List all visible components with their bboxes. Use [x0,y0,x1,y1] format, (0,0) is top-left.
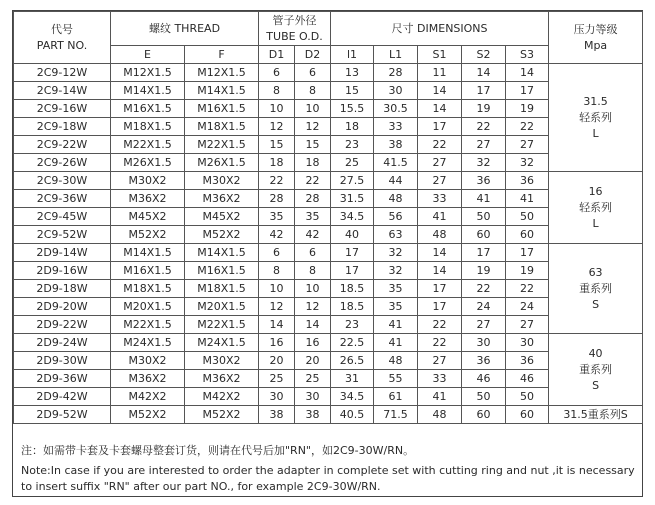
cell-l1: 34.5 [331,208,374,226]
cell-d1: 22 [259,172,295,190]
cell-d2: 16 [295,334,331,352]
cell-s2: 27 [462,316,506,334]
cell-e: M16X1.5 [111,100,185,118]
pressure-group-cell [549,334,643,406]
cell-s3: 22 [506,280,549,298]
cell-l1: 55 [374,370,418,388]
table-row [14,82,643,100]
cell-e: M22X1.5 [111,136,185,154]
cell-d2: 8 [295,82,331,100]
cell-d2: 18 [295,154,331,172]
cell-d2: 42 [295,226,331,244]
cell-d2: 38 [295,406,331,424]
header-dim-s2: S2 [462,46,506,64]
cell-l1: 30 [374,82,418,100]
cell-s2: 60 [462,226,506,244]
spec-sheet [12,10,643,497]
pressure-line: S [592,297,600,311]
cell-s1: 14 [418,262,462,280]
pressure-line: 31.5 [583,94,608,108]
table-row [14,100,643,118]
pressure-line: 重系列 [579,281,613,295]
header-dim-s1: S1 [418,46,462,64]
cell-part: 2C9-36W [14,190,111,208]
cell-d2: 8 [295,262,331,280]
cell-s2: 17 [462,82,506,100]
cell-part: 2D9-30W [14,352,111,370]
header-part-no-en: PART NO. [36,38,88,52]
pressure-line: 31.5重系列S [563,407,628,421]
pressure-group-cell [549,64,643,172]
cell-d1: 12 [259,118,295,136]
pressure-group-cell [549,244,643,334]
pressure-group-cell [549,172,643,244]
table-row [14,244,643,262]
header-thread: 螺纹 THREAD [111,12,259,46]
cell-l1: 17 [331,262,374,280]
cell-part: 2C9-16W [14,100,111,118]
cell-d2: 10 [295,280,331,298]
cell-f: M42X2 [185,388,259,406]
notes [13,437,642,498]
table-row [14,298,643,316]
header-pressure [549,12,643,64]
cell-part: 2C9-30W [14,172,111,190]
cell-s2: 19 [462,262,506,280]
cell-s2: 50 [462,388,506,406]
cell-d1: 14 [259,316,295,334]
cell-s3: 60 [506,406,549,424]
cell-l1: 35 [374,280,418,298]
cell-d2: 6 [295,244,331,262]
cell-l1: 13 [331,64,374,82]
header-dim-s3: S3 [506,46,549,64]
table-row [14,226,643,244]
cell-s1: 11 [418,64,462,82]
cell-s3: 17 [506,82,549,100]
pressure-line: 16 [588,184,603,198]
cell-s3: 41 [506,190,549,208]
cell-d1: 38 [259,406,295,424]
cell-d1: 12 [259,298,295,316]
cell-l1: 41 [374,316,418,334]
cell-f: M18X1.5 [185,118,259,136]
header-tube-od [259,12,331,46]
cell-e: M30X2 [111,352,185,370]
cell-d1: 8 [259,82,295,100]
cell-d2: 10 [295,100,331,118]
cell-e: M16X1.5 [111,262,185,280]
table-row [14,388,643,406]
cell-l1: 30.5 [374,100,418,118]
note-chinese: 注：如需带卡套及卡套螺母整套订货，则请在代号后加"RN"，如2C9-30W/RN。 [21,444,415,457]
cell-f: M36X2 [185,190,259,208]
cell-part: 2C9-14W [14,82,111,100]
cell-e: M12X1.5 [111,64,185,82]
cell-s2: 22 [462,280,506,298]
pressure-line: L [592,126,599,140]
header-pressure-cn: 压力等级 [573,22,618,36]
table-row [14,64,643,82]
note-english: Note:In case if you are interested to order the adapter in complete set with cutting ring and nut ,it is necessary to insert suffix "RN" after our part NO., for example 2C9-30W/RN. [21,464,635,493]
cell-part: 2C9-52W [14,226,111,244]
cell-d2: 30 [295,388,331,406]
cell-part: 2D9-42W [14,388,111,406]
cell-l1: 31 [331,370,374,388]
cell-d1: 25 [259,370,295,388]
cell-s3: 19 [506,100,549,118]
cell-l1: 23 [331,136,374,154]
cell-s2: 30 [462,334,506,352]
cell-d2: 28 [295,190,331,208]
cell-l1: 56 [374,208,418,226]
cell-s2: 60 [462,406,506,424]
cell-l1: 15 [331,82,374,100]
cell-l1: 22.5 [331,334,374,352]
cell-d1: 6 [259,64,295,82]
cell-d1: 10 [259,280,295,298]
cell-s3: 36 [506,352,549,370]
cell-f: M24X1.5 [185,334,259,352]
cell-s1: 22 [418,136,462,154]
header-part-no [14,12,111,64]
table-row [14,208,643,226]
cell-f: M20X1.5 [185,298,259,316]
cell-s3: 19 [506,262,549,280]
table-row [14,136,643,154]
cell-e: M24X1.5 [111,334,185,352]
cell-d1: 42 [259,226,295,244]
cell-d2: 12 [295,118,331,136]
cell-l1: 40 [331,226,374,244]
cell-f: M22X1.5 [185,136,259,154]
cell-d1: 8 [259,262,295,280]
cell-d2: 35 [295,208,331,226]
cell-f: M36X2 [185,370,259,388]
header-tube-d2: D2 [295,46,331,64]
cell-d2: 22 [295,172,331,190]
table-row [14,154,643,172]
header-tube-d1: D1 [259,46,295,64]
cell-s2: 36 [462,172,506,190]
cell-f: M26X1.5 [185,154,259,172]
cell-part: 2C9-45W [14,208,111,226]
cell-s1: 48 [418,406,462,424]
cell-l1: 28 [374,64,418,82]
cell-l1: 34.5 [331,388,374,406]
cell-d2: 15 [295,136,331,154]
cell-l1: 26.5 [331,352,374,370]
cell-l1: 18.5 [331,280,374,298]
cell-s2: 50 [462,208,506,226]
cell-s1: 33 [418,190,462,208]
header-dim-l1-small: l1 [331,46,374,64]
cell-d1: 15 [259,136,295,154]
table-row [14,172,643,190]
cell-part: 2D9-18W [14,280,111,298]
cell-d1: 16 [259,334,295,352]
cell-part: 2D9-14W [14,244,111,262]
cell-f: M22X1.5 [185,316,259,334]
header-dimensions: 尺寸 DIMENSIONS [331,12,549,46]
cell-e: M52X2 [111,226,185,244]
pressure-line: 轻系列 [579,110,613,124]
cell-s3: 36 [506,172,549,190]
table-row [14,352,643,370]
pressure-line: L [592,216,599,230]
cell-e: M36X2 [111,190,185,208]
cell-l1: 48 [374,352,418,370]
pressure-line: 63 [588,265,603,279]
cell-e: M26X1.5 [111,154,185,172]
header-thread-e: E [111,46,185,64]
cell-s2: 27 [462,136,506,154]
cell-s1: 14 [418,244,462,262]
cell-s1: 22 [418,334,462,352]
header-tube-cn: 管子外径 [272,13,317,27]
pressure-line: S [592,378,600,392]
cell-l1: 41.5 [374,154,418,172]
cell-e: M18X1.5 [111,118,185,136]
cell-e: M45X2 [111,208,185,226]
cell-f: M12X1.5 [185,64,259,82]
cell-s2: 41 [462,190,506,208]
table-row [14,118,643,136]
cell-l1: 25 [331,154,374,172]
table-row [14,316,643,334]
cell-d1: 28 [259,190,295,208]
cell-l1: 15.5 [331,100,374,118]
cell-s1: 27 [418,172,462,190]
cell-part: 2D9-16W [14,262,111,280]
pressure-line: 轻系列 [579,200,613,214]
pressure-line: 40 [588,346,603,360]
cell-s3: 60 [506,226,549,244]
table-row [14,406,643,424]
table-row [14,370,643,388]
pressure-group-cell [549,406,643,424]
cell-d1: 35 [259,208,295,226]
cell-part: 2D9-22W [14,316,111,334]
cell-f: M16X1.5 [185,262,259,280]
cell-f: M18X1.5 [185,280,259,298]
cell-f: M30X2 [185,352,259,370]
cell-s3: 17 [506,244,549,262]
cell-f: M52X2 [185,406,259,424]
header-tube-en: TUBE O.D. [266,29,323,43]
cell-s1: 14 [418,100,462,118]
cell-f: M16X1.5 [185,100,259,118]
cell-s1: 22 [418,316,462,334]
cell-e: M14X1.5 [111,244,185,262]
cell-l1: 35 [374,298,418,316]
cell-l1: 48 [374,190,418,208]
cell-part: 2C9-18W [14,118,111,136]
cell-s3: 22 [506,118,549,136]
cell-d2: 20 [295,352,331,370]
header-thread-f: F [185,46,259,64]
cell-l1: 63 [374,226,418,244]
cell-s1: 14 [418,82,462,100]
cell-d1: 30 [259,388,295,406]
cell-d1: 20 [259,352,295,370]
cell-e: M20X1.5 [111,298,185,316]
cell-part: 2D9-52W [14,406,111,424]
cell-e: M14X1.5 [111,82,185,100]
cell-d1: 10 [259,100,295,118]
cell-f: M45X2 [185,208,259,226]
cell-s1: 27 [418,154,462,172]
cell-s3: 32 [506,154,549,172]
cell-s2: 17 [462,244,506,262]
cell-s1: 17 [418,280,462,298]
cell-e: M30X2 [111,172,185,190]
cell-l1: 27.5 [331,172,374,190]
cell-s3: 30 [506,334,549,352]
cell-d2: 25 [295,370,331,388]
cell-s2: 14 [462,64,506,82]
cell-s3: 50 [506,388,549,406]
cell-e: M18X1.5 [111,280,185,298]
cell-l1: 71.5 [374,406,418,424]
cell-s1: 33 [418,370,462,388]
cell-l1: 38 [374,136,418,154]
cell-s2: 24 [462,298,506,316]
cell-e: M42X2 [111,388,185,406]
cell-l1: 40.5 [331,406,374,424]
cell-f: M52X2 [185,226,259,244]
cell-s1: 41 [418,388,462,406]
cell-s3: 24 [506,298,549,316]
cell-part: 2D9-36W [14,370,111,388]
cell-s3: 14 [506,64,549,82]
cell-d1: 6 [259,244,295,262]
table-row [14,262,643,280]
cell-s3: 27 [506,316,549,334]
cell-part: 2D9-24W [14,334,111,352]
cell-s3: 27 [506,136,549,154]
cell-part: 2C9-12W [14,64,111,82]
cell-l1: 18.5 [331,298,374,316]
cell-s1: 41 [418,208,462,226]
table-row [14,334,643,352]
cell-part: 2C9-22W [14,136,111,154]
pressure-line: 重系列 [579,362,613,376]
dimensions-table [13,11,643,424]
cell-l1: 61 [374,388,418,406]
cell-s1: 48 [418,226,462,244]
cell-s2: 19 [462,100,506,118]
cell-l1: 32 [374,262,418,280]
header-part-no-cn: 代号 [51,22,73,36]
cell-s3: 50 [506,208,549,226]
cell-part: 2C9-26W [14,154,111,172]
table-row [14,190,643,208]
cell-l1: 18 [331,118,374,136]
cell-l1: 44 [374,172,418,190]
cell-part: 2D9-20W [14,298,111,316]
cell-e: M36X2 [111,370,185,388]
cell-s2: 22 [462,118,506,136]
cell-d2: 14 [295,316,331,334]
cell-l1: 23 [331,316,374,334]
cell-e: M22X1.5 [111,316,185,334]
cell-d1: 18 [259,154,295,172]
cell-s2: 36 [462,352,506,370]
cell-l1: 41 [374,334,418,352]
cell-l1: 32 [374,244,418,262]
cell-s1: 27 [418,352,462,370]
cell-f: M30X2 [185,172,259,190]
header-pressure-unit: Mpa [583,38,608,52]
cell-d2: 12 [295,298,331,316]
cell-s1: 17 [418,118,462,136]
table-row [14,280,643,298]
header-dim-L1: L1 [374,46,418,64]
cell-d2: 6 [295,64,331,82]
cell-s1: 17 [418,298,462,316]
cell-f: M14X1.5 [185,82,259,100]
cell-f: M14X1.5 [185,244,259,262]
cell-s3: 46 [506,370,549,388]
cell-s2: 32 [462,154,506,172]
cell-l1: 33 [374,118,418,136]
cell-l1: 17 [331,244,374,262]
cell-l1: 31.5 [331,190,374,208]
cell-s2: 46 [462,370,506,388]
cell-e: M52X2 [111,406,185,424]
